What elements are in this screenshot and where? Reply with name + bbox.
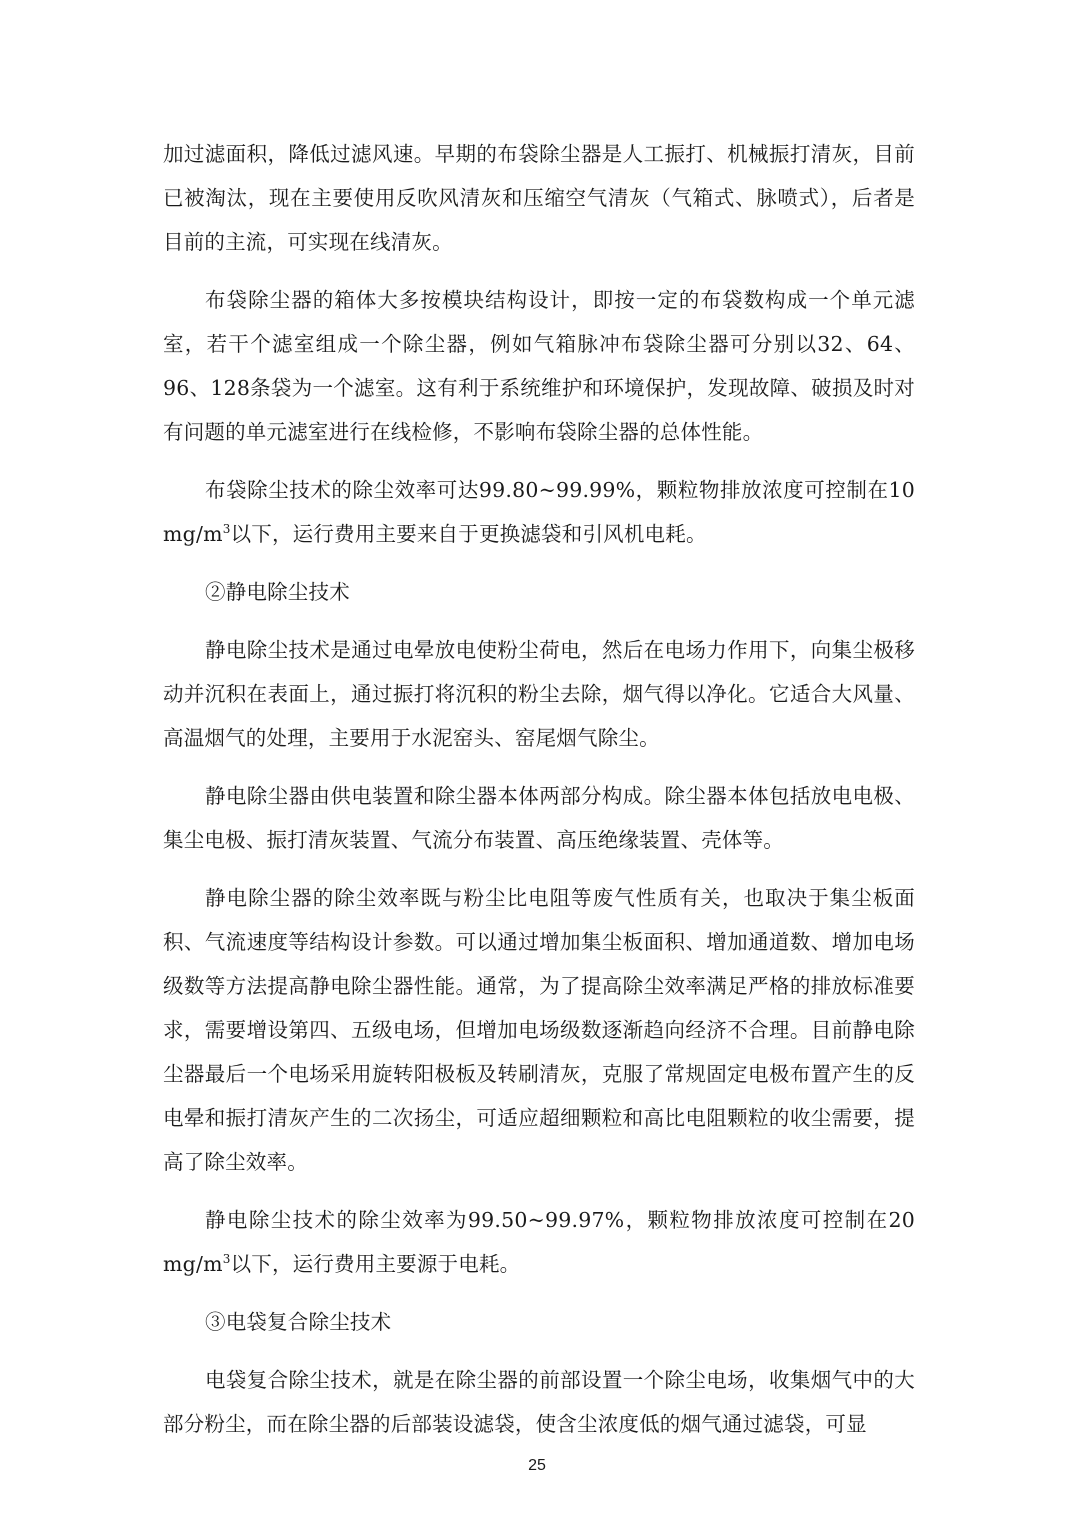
paragraph-continuation: 加过滤面积，降低过滤风速。早期的布袋除尘器是人工振打、机械振打清灰，目前已被淘汰，现在主要使用反吹风清灰和压缩空气清灰（气箱式、脉喷式），后者是目前的主流，可实现在线清灰。	[163, 142, 915, 254]
paragraph-electrostatic-components: 静电除尘器由供电装置和除尘器本体两部分构成。除尘器本体包括放电电极、集尘电极、振打清灰装置、气流分布装置、高压绝缘装置、壳体等。	[163, 784, 915, 852]
paragraph-hybrid-principle: 电袋复合除尘技术，就是在除尘器的前部设置一个除尘电场，收集烟气中的大部分粉尘，而在除尘器的后部装设滤袋，使含尘浓度低的烟气通过滤袋，可显	[163, 1368, 915, 1436]
efficiency-text: 静电除尘技术的除尘效率为99.50~99.97%，颗粒物排放浓度可控制在20 mg/m	[163, 1208, 915, 1276]
superscript: 3	[222, 522, 231, 537]
paragraph-bag-filter-structure: 布袋除尘器的箱体大多按模块结构设计，即按一定的布袋数构成一个单元滤室，若干个滤室组成一个除尘器，例如气箱脉冲布袋除尘器可分别以32、64、96、128条袋为一个滤室。这有利于系统维护和环境保护，发现故障、破损及时对有问题的单元滤室进行在线检修，不影响布袋除尘器的总体性能。	[163, 288, 915, 444]
paragraph-bag-filter-efficiency	[163, 468, 915, 556]
paragraph-electrostatic-performance: 静电除尘器的除尘效率既与粉尘比电阻等废气性质有关，也取决于集尘板面积、气流速度等结构设计参数。可以通过增加集尘板面积、增加通道数、增加电场级数等方法提高静电除尘器性能。通常，为了提高除尘效率满足严格的排放标准要求，需要增设第四、五级电场，但增加电场级数逐渐趋向经济不合理。目前静电除尘器最后一个电场采用旋转阳极板及转刷清灰，克服了常规固定电极布置产生的反电晕和振打清灰产生的二次扬尘，可适应超细颗粒和高比电阻颗粒的收尘需要，提高了除尘效率。	[163, 886, 915, 1174]
efficiency-text-tail: 以下，运行费用主要源于电耗。	[230, 1252, 521, 1276]
section-heading-electrostatic: ②静电除尘技术	[205, 580, 350, 604]
section-heading-hybrid: ③电袋复合除尘技术	[205, 1310, 392, 1334]
efficiency-text: 布袋除尘技术的除尘效率可达99.80~99.99%，颗粒物排放浓度可控制在10 mg/m	[163, 478, 915, 546]
efficiency-text-tail: 以下，运行费用主要来自于更换滤袋和引风机电耗。	[230, 522, 707, 546]
body-text	[163, 132, 915, 1460]
paragraph-electrostatic-efficiency	[163, 1198, 915, 1286]
paragraph-electrostatic-principle: 静电除尘技术是通过电晕放电使粉尘荷电，然后在电场力作用下，向集尘极移动并沉积在表面上，通过振打将沉积的粉尘去除，烟气得以净化。它适合大风量、高温烟气的处理，主要用于水泥窑头、窑尾烟气除尘。	[163, 638, 915, 750]
superscript: 3	[222, 1252, 231, 1267]
page-number: 25	[528, 1457, 546, 1474]
